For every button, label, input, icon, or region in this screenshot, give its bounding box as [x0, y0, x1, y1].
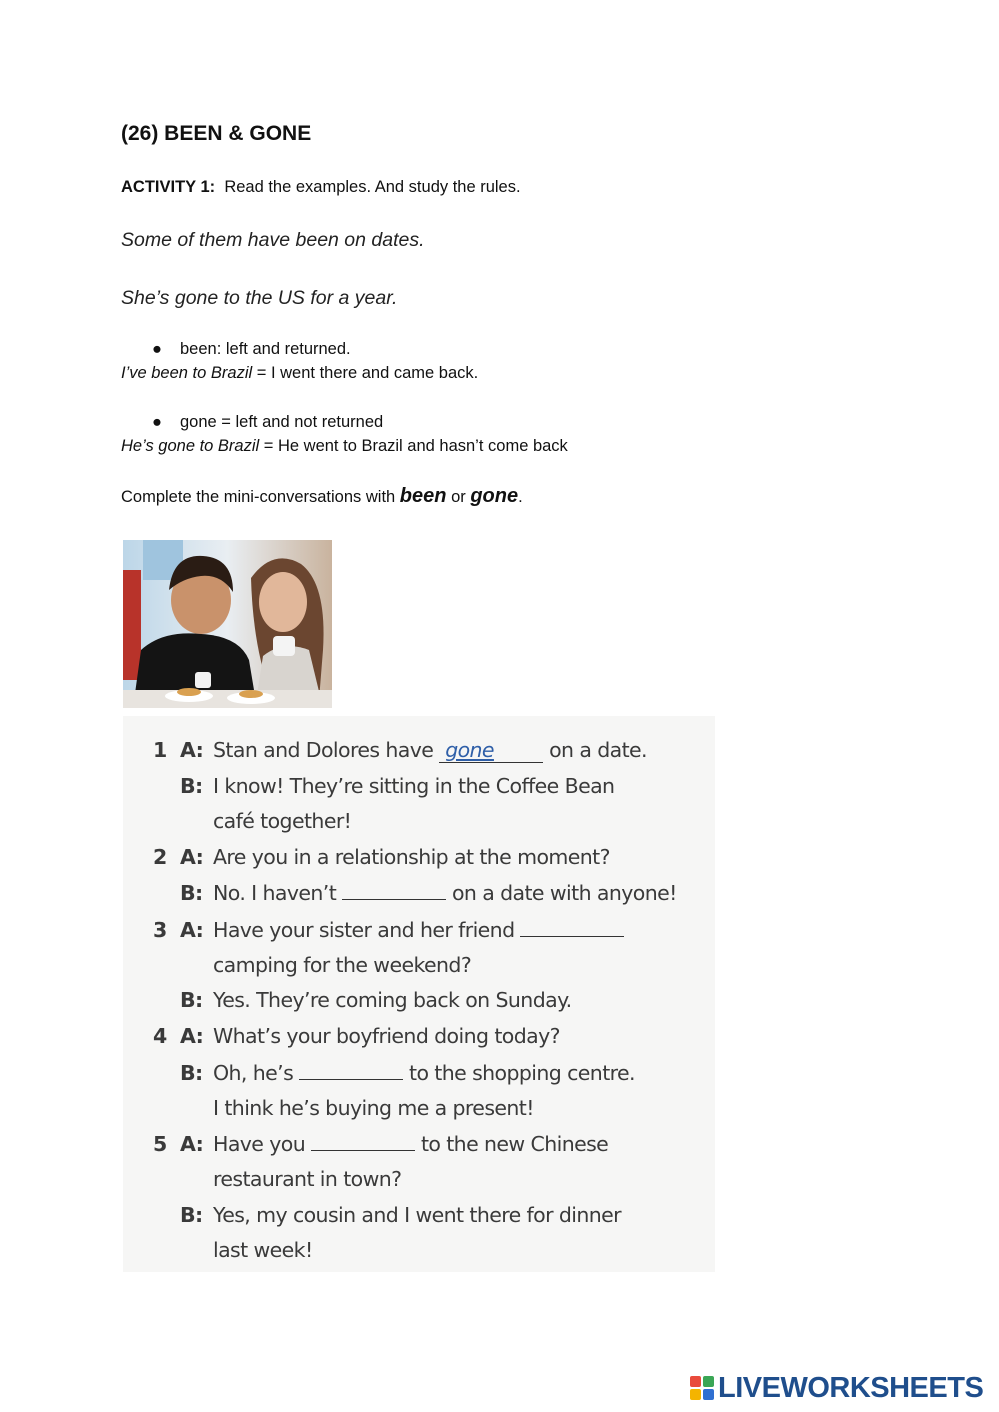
- rule-text: been: left and returned.: [180, 340, 351, 358]
- rule-bullet-been: [152, 340, 351, 359]
- item-number: 4: [153, 1024, 167, 1048]
- instruction: [121, 485, 523, 508]
- example-sentence-2: She’s gone to the US for a year.: [121, 287, 398, 309]
- item-text: camping for the weekend?: [213, 953, 472, 977]
- item-text-part: on a date with anyone!: [446, 881, 677, 905]
- item-text: What’s your boyfriend doing today?: [213, 1024, 560, 1048]
- speaker-a: A:: [180, 845, 204, 869]
- exercise-box: [123, 716, 715, 1272]
- page-title: (26) BEEN & GONE: [121, 122, 312, 145]
- rule-text: gone = left and not returned: [180, 413, 384, 431]
- logo-text: LIVEWORKSHEETS: [718, 1371, 984, 1404]
- speaker-b: B:: [180, 988, 203, 1012]
- item-text: Yes, my cousin and I went there for dinner: [213, 1203, 621, 1227]
- rule-example-gone: [121, 437, 568, 456]
- couple-photo-illustration: [123, 540, 332, 708]
- activity-label: ACTIVITY 1:: [121, 178, 216, 196]
- item-text: I think he’s buying me a present!: [213, 1096, 534, 1120]
- item-text-part: Have your sister and her friend: [213, 918, 521, 942]
- item-text-part: Oh, he’s: [213, 1061, 300, 1085]
- speaker-a: A:: [180, 1024, 204, 1048]
- item-text: café together!: [213, 809, 352, 833]
- couple-photo: [123, 540, 332, 708]
- speaker-b: B:: [180, 1061, 203, 1085]
- speaker-a: A:: [180, 1132, 204, 1156]
- item-text: Yes. They’re coming back on Sunday.: [213, 988, 572, 1012]
- liveworksheets-logo: [690, 1372, 983, 1404]
- item-text-part: No. I haven’t: [213, 881, 343, 905]
- bullet-icon: ●: [152, 413, 162, 431]
- answer-blank-5[interactable]: [311, 1132, 415, 1151]
- item-number: 5: [153, 1132, 167, 1156]
- item-number: 2: [153, 845, 167, 869]
- item-text-part: Have you: [213, 1132, 312, 1156]
- rule-example-been: [121, 364, 478, 383]
- instruction-text: or: [446, 488, 471, 506]
- speaker-b: B:: [180, 774, 203, 798]
- item-number: 3: [153, 918, 167, 942]
- item-text-part: to the new Chinese: [415, 1132, 609, 1156]
- answer-blank-3[interactable]: [520, 918, 624, 937]
- speaker-b: B:: [180, 881, 203, 905]
- liveworksheets-logo-icon: [690, 1376, 714, 1400]
- item-text: Are you in a relationship at the moment?: [213, 845, 610, 869]
- rule-example-italic: I’ve been to Brazil: [121, 364, 253, 382]
- speaker-a: A:: [180, 918, 204, 942]
- rule-example-text: = I went there and came back.: [252, 364, 479, 382]
- item-text: [213, 738, 647, 763]
- item-text: [213, 1132, 608, 1156]
- item-number: 1: [153, 738, 167, 762]
- instruction-text: Complete the mini-conversations with: [121, 488, 400, 506]
- item-text: [213, 918, 624, 942]
- answer-blank-1[interactable]: [439, 738, 543, 763]
- speaker-b: B:: [180, 1203, 203, 1227]
- rule-bullet-gone: [152, 413, 383, 432]
- answer-blank-4[interactable]: [299, 1061, 403, 1080]
- item-text: last week!: [213, 1238, 313, 1262]
- example-sentence-1: Some of them have been on dates.: [121, 229, 425, 251]
- activity-text: Read the examples. And study the rules.: [224, 178, 521, 196]
- rule-example-italic: He’s gone to Brazil: [121, 437, 260, 455]
- item-text: restaurant in town?: [213, 1167, 402, 1191]
- answer-blank-2[interactable]: [342, 881, 446, 900]
- item-text: I know! They’re sitting in the Coffee Bean: [213, 774, 615, 798]
- activity-heading: [121, 178, 521, 197]
- instruction-word-gone: gone: [470, 485, 519, 507]
- item-text-part: Stan and Dolores have: [213, 738, 440, 762]
- rule-example-text: = He went to Brazil and hasn’t come back: [259, 437, 568, 455]
- item-text-part: to the shopping centre.: [403, 1061, 635, 1085]
- instruction-word-been: been: [399, 485, 447, 507]
- answer-example: gone: [445, 738, 494, 762]
- instruction-text: .: [518, 488, 523, 506]
- bullet-icon: ●: [152, 340, 162, 358]
- item-text: [213, 1061, 635, 1085]
- item-text-part: on a date.: [543, 738, 647, 762]
- speaker-a: A:: [180, 738, 204, 762]
- item-text: [213, 881, 677, 905]
